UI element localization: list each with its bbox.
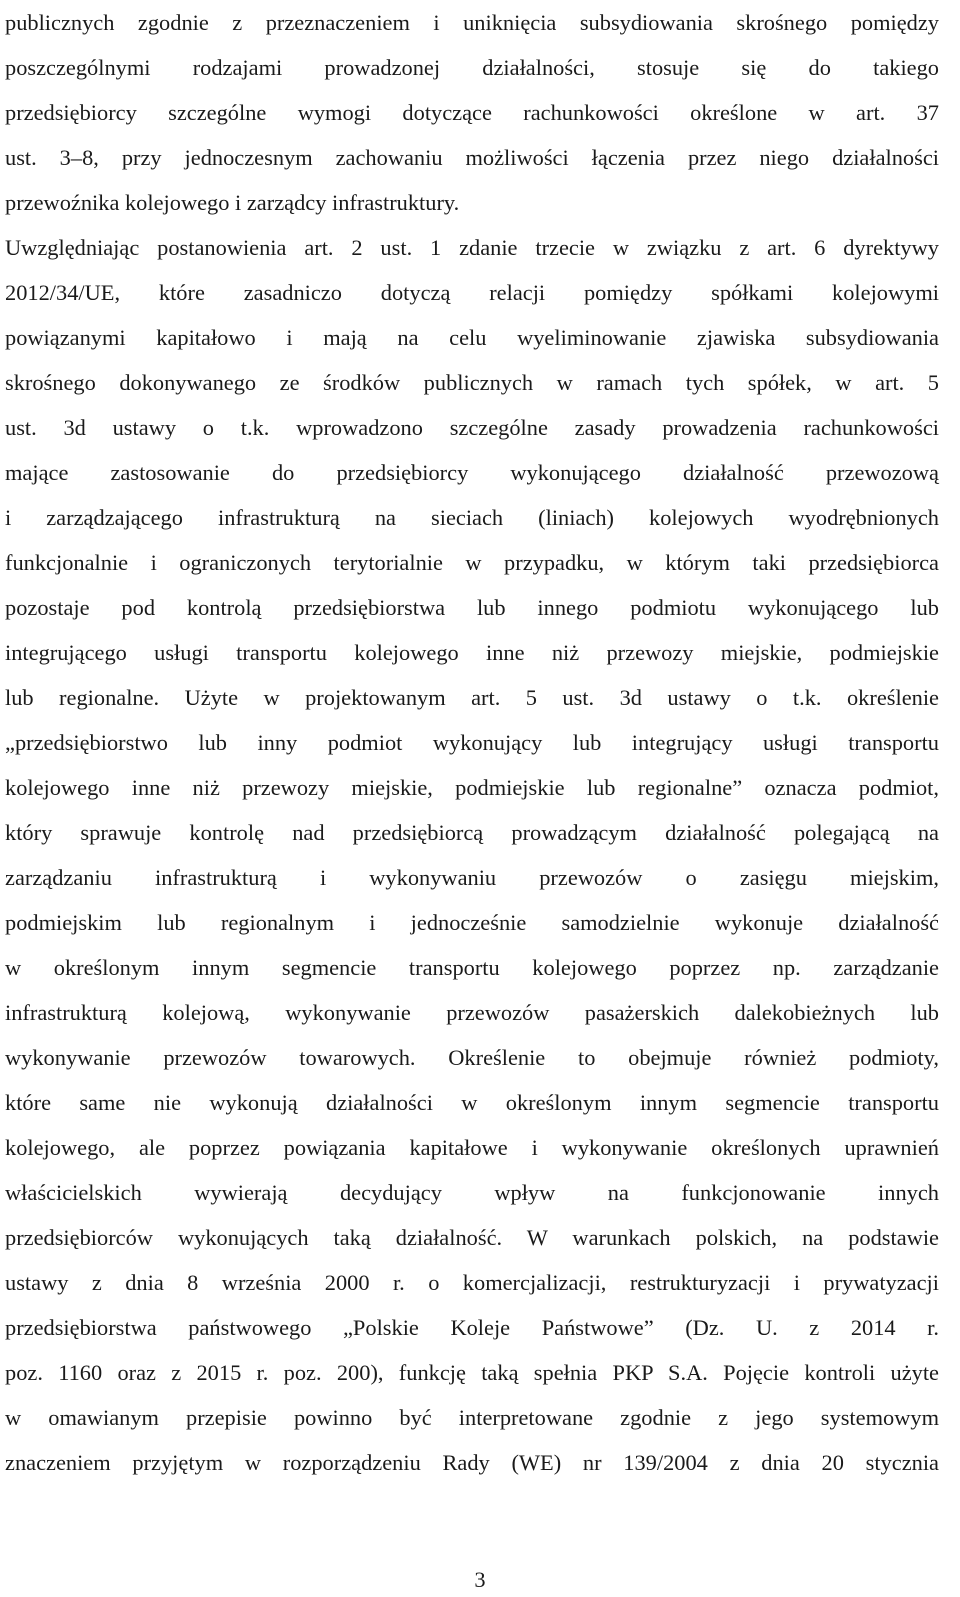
text-line: pozostaje pod kontrolą przedsiębiorstwa lub innego podmiotu wykonującego lub — [5, 595, 939, 620]
text-line: przedsiębiorstwa państwowego „Polskie Koleje Państwowe” (Dz. U. z 2014 r. — [5, 1315, 939, 1340]
text-line: integrującego usługi transportu kolejowego inne niż przewozy miejskie, podmiejskie — [5, 640, 939, 665]
text-line: funkcjonalnie i ograniczonych terytorialnie w przypadku, w którym taki przedsiębiorca — [5, 550, 939, 575]
text-line: publicznych zgodnie z przeznaczeniem i uniknięcia subsydiowania skrośnego pomiędzy — [5, 10, 939, 35]
text-line: kolejowego, ale poprzez powiązania kapitałowe i wykonywanie określonych uprawnień — [5, 1135, 939, 1160]
text-line: poszczególnymi rodzajami prowadzonej działalności, stosuje się do takiego — [5, 55, 939, 80]
text-line: lub regionalne. Użyte w projektowanym art. 5 ust. 3d ustawy o t.k. określenie — [5, 685, 939, 710]
text-line: przedsiębiorcy szczególne wymogi dotyczące rachunkowości określone w art. 37 — [5, 100, 939, 125]
text-line: zarządzaniu infrastrukturą i wykonywaniu przewozów o zasięgu miejskim, — [5, 865, 939, 890]
text-line: w omawianym przepisie powinno być interpretowane zgodnie z jego systemowym — [5, 1405, 939, 1430]
text-line: poz. 1160 oraz z 2015 r. poz. 200), funkcję taką spełnia PKP S.A. Pojęcie kontroli użyte — [5, 1360, 939, 1385]
text-line: skrośnego dokonywanego ze środków publicznych w ramach tych spółek, w art. 5 — [5, 370, 939, 395]
text-line: znaczeniem przyjętym w rozporządzeniu Rady (WE) nr 139/2004 z dnia 20 stycznia — [5, 1450, 939, 1475]
text-line: kolejowego inne niż przewozy miejskie, podmiejskie lub regionalne” oznacza podmiot, — [5, 775, 939, 800]
text-line: ust. 3–8, przy jednoczesnym zachowaniu możliwości łączenia przez niego działalności — [5, 145, 939, 170]
text-line: które same nie wykonują działalności w określonym innym segmencie transportu — [5, 1090, 939, 1115]
text-line: przewoźnika kolejowego i zarządcy infrastruktury. — [5, 190, 460, 215]
text-line: przedsiębiorców wykonujących taką działalność. W warunkach polskich, na podstawie — [5, 1225, 939, 1250]
text-line: który sprawuje kontrolę nad przedsiębiorcą prowadzącym działalność polegającą na — [5, 820, 939, 845]
text-line: infrastrukturą kolejową, wykonywanie przewozów pasażerskich dalekobieżnych lub — [5, 1000, 939, 1025]
text-line: „przedsiębiorstwo lub inny podmiot wykonujący lub integrujący usługi transportu — [5, 730, 939, 755]
text-line: powiązanymi kapitałowo i mają na celu wyeliminowanie zjawiska subsydiowania — [5, 325, 939, 350]
text-line: ustawy z dnia 8 września 2000 r. o komercjalizacji, restrukturyzacji i prywatyzacji — [5, 1270, 939, 1295]
text-line: w określonym innym segmencie transportu kolejowego poprzez np. zarządzanie — [5, 955, 939, 980]
text-line: 2012/34/UE, które zasadniczo dotyczą relacji pomiędzy spółkami kolejowymi — [5, 280, 939, 305]
text-line: ust. 3d ustawy o t.k. wprowadzono szczególne zasady prowadzenia rachunkowości — [5, 415, 939, 440]
text-line: właścicielskich wywierają decydujący wpływ na funkcjonowanie innych — [5, 1180, 939, 1205]
text-line: mające zastosowanie do przedsiębiorcy wykonującego działalność przewozową — [5, 460, 939, 485]
text-line: i zarządzającego infrastrukturą na sieciach (liniach) kolejowych wyodrębnionych — [5, 505, 939, 530]
text-line: Uwzględniając postanowienia art. 2 ust. 1 zdanie trzecie w związku z art. 6 dyrektywy — [5, 235, 939, 260]
text-line: wykonywanie przewozów towarowych. Określenie to obejmuje również podmioty, — [5, 1045, 939, 1070]
page-number: 3 — [474, 1567, 486, 1592]
text-line: podmiejskim lub regionalnym i jednocześnie samodzielnie wykonuje działalność — [5, 910, 939, 935]
